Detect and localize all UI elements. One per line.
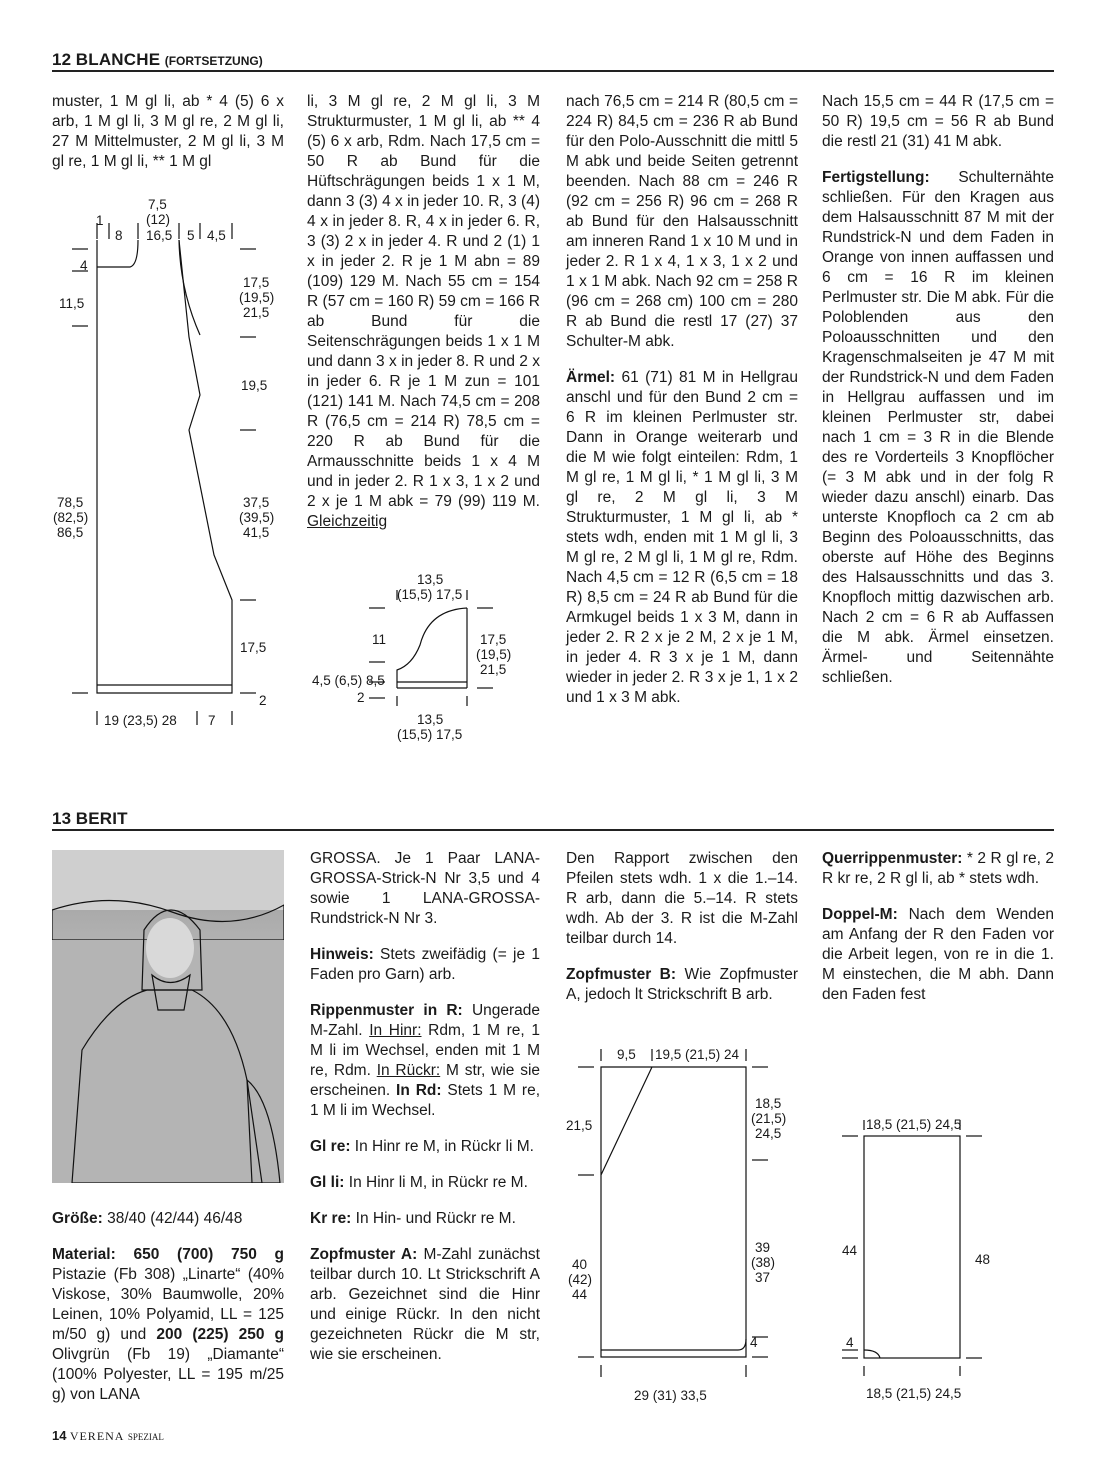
dim-label: (19,5) [476, 647, 512, 662]
dim-label: 21,5 [566, 1118, 593, 1133]
dim-label: 18,5 [755, 1096, 782, 1111]
dim-label: (19,5) [239, 290, 275, 305]
dim-label: 2 [357, 690, 365, 705]
dim-label: 8 [115, 228, 123, 243]
paragraph: GROSSA. Je 1 Paar LANA-GROSSA-Strick-N Nr 3,5 und 4 sowie 1 LANA-GROSSA-Rundstrick-N Nr 3. [310, 850, 540, 927]
berit-col2-text [310, 849, 540, 1381]
dim-label: 2 [259, 693, 267, 708]
berit-col1-text [52, 1209, 284, 1405]
dim-label: 78,5 [57, 495, 84, 510]
paragraph: In Hinr re M, in Rückr li M. [354, 1138, 534, 1155]
dim-label: (12) [146, 212, 171, 227]
dim-label: (42) [568, 1272, 593, 1287]
text: Rdm, 1 M re, 1 M li im Wechsel, enden mit 1 M re, Rdm. [310, 1022, 541, 1079]
text: Ungerade M-Zahl. [310, 1002, 541, 1039]
paragraph: In Hinr li M, in Rückr re M. [348, 1174, 528, 1191]
subheading: Hinweis: [310, 946, 374, 963]
dim-label: 16,5 [146, 228, 173, 243]
subheading: Doppel-M: [822, 906, 898, 923]
dim-label: 37,5 [243, 495, 270, 510]
dim-label: 17,5 [243, 275, 270, 290]
blanche-col4-text [822, 92, 1054, 704]
paragraph: muster, 1 M gl li, ab * 4 (5) 6 x arb, 1 M gl li, 3 M gl re, 2 M gl li, 27 M Mittelmuster, 2 M gl li, 3 M gl re, 1 M gl li, ** 1 M gl [52, 93, 284, 170]
text: Stets 1 M re, 1 M li im Wechsel. [310, 1082, 540, 1119]
dim-label: 44 [572, 1287, 588, 1302]
subheading: Gl li: [310, 1174, 345, 1191]
dim-label: 41,5 [243, 525, 270, 540]
paragraph: In Hin- und Rückr re M. [355, 1210, 516, 1227]
paragraph: Stets zweifädig (= je 1 Faden pro Garn) arb. [310, 946, 540, 983]
dim-label: 18,5 (21,5) 24,5 [866, 1117, 962, 1132]
paragraph: Nach 15,5 cm = 44 R (17,5 cm = 50 R) 19,5 cm = 56 R ab Bund die restl 21 (31) 41 M abk. [822, 93, 1054, 150]
subheading: Kr re: [310, 1210, 352, 1227]
dim-label: 17,5 [240, 640, 267, 655]
paragraph: Olivgrün (Fb 19) „Diamante“ (100% Polyester, LL = 195 m/25 g) von LANA [52, 1346, 284, 1403]
dim-label: 24,5 [755, 1126, 782, 1141]
berit-col4-text [822, 849, 1054, 1021]
dim-label: 29 (31) 33,5 [634, 1388, 707, 1403]
subheading: Material: 650 (700) 750 g [52, 1246, 284, 1263]
dim-label: 19,5 (21,5) 24 [655, 1047, 740, 1062]
page-footer [52, 1428, 164, 1444]
section-header-berit [52, 809, 1054, 831]
paragraph: Den Rapport zwischen den Pfeilen stets wdh. 1 x die 1.–14. R arb, dann die 5.–14. R stets wdh. Ab der 3. R ist die M-Zahl teilbar durch 14. [566, 850, 798, 947]
paragraph: Schulternähte schließen. Für den Kragen aus dem Halsausschnitt 87 M mit der Rundstrick-N und dem Faden in Orange von innen auffassen und 6 cm = 16 R im kleinen Perlmuster str. Die M abk. Für die Poloblenden aus den Poloausschnitten und den Kragenschmalseiten je 47 M mit der Rundstrick-N und dem Faden in Hellgrau auffassen und im kleinen Perlmuster str, dabei nach 1 cm = 3 R in die Blende des re Vorderteils 3 Knopflöcher (= 3 M abk und in der folg R wieder dazu anschl) einarb. Das unterste Knopfloch ca 2 cm ab Beginn des Poloausschnitts, das oberste auf Höhe des Beginns des Halsausschnitts und das 3. Knopfloch mittig dazwischen arb. Nach 2 cm = 6 R ab Auffassen die M abk. Ärmel einsetzen. Ärmel- und Seitennähte schließen. [822, 169, 1054, 686]
paragraph: * 2 R gl re, 2 R kr re, 2 R gl li, ab * stets wdh. [822, 850, 1054, 887]
blanche-col1-text [52, 92, 284, 188]
dim-label: 4,5 [207, 228, 226, 243]
paragraph: Wie Zopfmuster A, jedoch lt Strickschrift B arb. [566, 966, 798, 1003]
dim-label: (38) [751, 1255, 776, 1270]
paragraph: M-Zahl zunächst teilbar durch 10. Lt Strickschrift A arb. Gezeichnet sind die Hinr und einige Rückr. In den nicht gezeichneten Rückr die M str, wie sie erscheinen. [310, 1246, 540, 1363]
paragraph: Pistazie (Fb 308) „Linarte“ (40% Viskose, 30% Baumwolle, 20% Leinen, 10% Polyamid, LL = 125 m/50 g) und [52, 1266, 284, 1343]
dim-label: 7,5 [148, 197, 167, 212]
dim-label: 18,5 (21,5) 24,5 [866, 1386, 962, 1401]
dim-label: 19 (23,5) 28 [104, 713, 177, 728]
dim-label: 13,5 [417, 572, 444, 587]
subheading: Zopfmuster A: [310, 1246, 418, 1263]
dim-label: (15,5) 17,5 [397, 727, 463, 742]
size-value: 38/40 (42/44) 46/48 [107, 1210, 243, 1227]
magazine-name: VERENA [69, 1429, 125, 1443]
subheading: Rippenmuster in R: [310, 1002, 463, 1019]
underlined-word: In Rückr: [376, 1062, 441, 1079]
dim-label: 21,5 [243, 305, 270, 320]
underlined-word: In Hinr: [369, 1022, 422, 1039]
dim-label: 21,5 [480, 662, 507, 677]
dim-label: 4,5 (6,5) 8,5 [312, 673, 385, 688]
blanche-col2-text [307, 92, 540, 532]
amount: 200 (225) 250 g [156, 1326, 285, 1343]
dim-label: 1 [96, 213, 104, 228]
dim-label: (39,5) [239, 510, 275, 525]
underlined-word: Gleichzeitig [307, 513, 388, 530]
paragraph: nach 76,5 cm = 214 R (80,5 cm = 224 R) 84,5 cm = 236 R ab Bund für den Polo-Ausschnitt die mittl 5 M abk und beide Seiten getrennt beenden. Nach 88 cm = 246 R (92 cm = 256 R) 96 cm = 268 R ab Bund für den Halsausschnitt am inneren Rand 1 x 10 M und in jeder 2. R 1 x 4, 1 x 3, 1 x 2 und 1 x 1 M abk. Nach 92 cm = 258 R (96 cm = 268 cm) 100 cm = 280 R ab Bund die restl 17 (27) 37 Schulter-M abk. [566, 93, 798, 350]
page-number: 14 [52, 1428, 67, 1443]
subheading: Zopfmuster B: [566, 966, 677, 983]
dim-label: 11 [372, 632, 387, 647]
dim-label: 9,5 [617, 1047, 636, 1062]
subheading: In Rd: [396, 1082, 442, 1099]
dim-label: 5 [187, 228, 195, 243]
section-header-blanche [52, 50, 1054, 72]
berit-col3-text [566, 849, 798, 1021]
subheading: Fertigstellung: [822, 169, 930, 186]
berit-body-schematic [566, 1035, 798, 1395]
dim-label: 7 [208, 713, 216, 728]
dim-label: 13,5 [417, 712, 444, 727]
dim-label: 4 [846, 1335, 854, 1350]
dim-label: 4 [80, 258, 88, 273]
dim-label: (21,5) [751, 1111, 787, 1126]
berit-sleeve-schematic [822, 1110, 1054, 1410]
subheading: Ärmel: [566, 369, 616, 386]
dim-label: (15,5) 17,5 [397, 587, 463, 602]
dim-label: 11,5 [59, 296, 85, 311]
dim-label: 86,5 [57, 525, 84, 540]
section-number: 13 [52, 809, 72, 828]
dim-label: 39 [755, 1240, 771, 1255]
dim-label: 4 [750, 1335, 758, 1350]
section-subtitle: (FORTSETZUNG) [164, 54, 263, 68]
subheading: Gl re: [310, 1138, 351, 1155]
dim-label: 48 [975, 1252, 991, 1267]
section-title: BERIT [75, 809, 128, 828]
magazine-edition: SPEZIAL [127, 1432, 164, 1442]
text: M str, wie sie erscheinen. [310, 1062, 541, 1099]
dim-label: 19,5 [241, 378, 268, 393]
paragraph: Nach dem Wenden am Anfang der R den Faden vor die Arbeit legen, von re in die 1. M einstechen, die M abh. Dann den Faden fest [822, 906, 1054, 1003]
section-number: 12 [52, 50, 72, 69]
section-title: BLANCHE [75, 50, 161, 69]
dim-label: 17,5 [480, 632, 507, 647]
paragraph: 61 (71) 81 M in Hellgrau anschl und für den Bund 2 cm = 6 R im kleinen Perlmuster str. Dann in Orange weiterarb und die M wie folgt einteilen: Rdm, 1 M gl re, 1 M gl li, * 1 M gl li, 3 M gl re, 2 M gl li, 3 M Strukturmuster, 1 M gl li, ab * stets wdh, enden mit 1 M gl li, 3 M gl re, 2 M gl li, 1 M gl re, Rdm. Nach 4,5 cm = 12 R (6,5 cm = 18 R) 8,5 cm = 24 R ab Bund für die Armkugel beids 1 x 3 M, dann in jeder 2. R 2 x je 2 M, 2 x je 1 M, in jeder 4. R 3 x je 1 M, dann wieder in jeder 2. R 3 x je 1, 1 x 2 und 1 x 3 M abk. [566, 369, 798, 706]
dim-label: 44 [842, 1243, 858, 1258]
blanche-col3-text [566, 92, 798, 724]
subheading: Größe: [52, 1210, 103, 1227]
dim-label: 37 [755, 1270, 771, 1285]
dim-label: (82,5) [53, 510, 89, 525]
paragraph: li, 3 M gl re, 2 M gl li, 3 M Strukturmuster, 1 M gl li, ab ** 4 (5) 6 x arb, Rdm. Nach 17,5 cm = 50 R ab Bund für die Hüftschrägungen beids 1 x 1 M, dann 3 (3) 4 x in jeder 10. R, 3 (4) 4 x in jeder 8. R, 4 x in jeder 6. R, 3 (3) 2 x in jeder 4. R und 2 (1) 1 x in jeder 2. R je 1 M abn = 89 (109) 129 M. Nach 55 cm = 154 R (57 cm = 160 R) 59 cm = 166 R ab Bund für die Seitenschrägungen beids 1 x 1 M und dann 3 x in jeder 8. R und 2 x in jeder 6. R je 1 M zun = 101 (121) 141 M. Nach 74,5 cm = 208 R (76,5 cm = 214 R) 78,5 cm = 220 R ab Bund für die Armausschnitte beids 1 x 4 M und in jeder 2. R 1 x 3, 1 x 2 und 2 x je 1 M abk = 79 (99) 119 M. [307, 93, 540, 510]
model-photo [52, 850, 284, 1183]
subheading: Querrippenmuster: [822, 850, 963, 867]
dim-label: 40 [572, 1257, 588, 1272]
